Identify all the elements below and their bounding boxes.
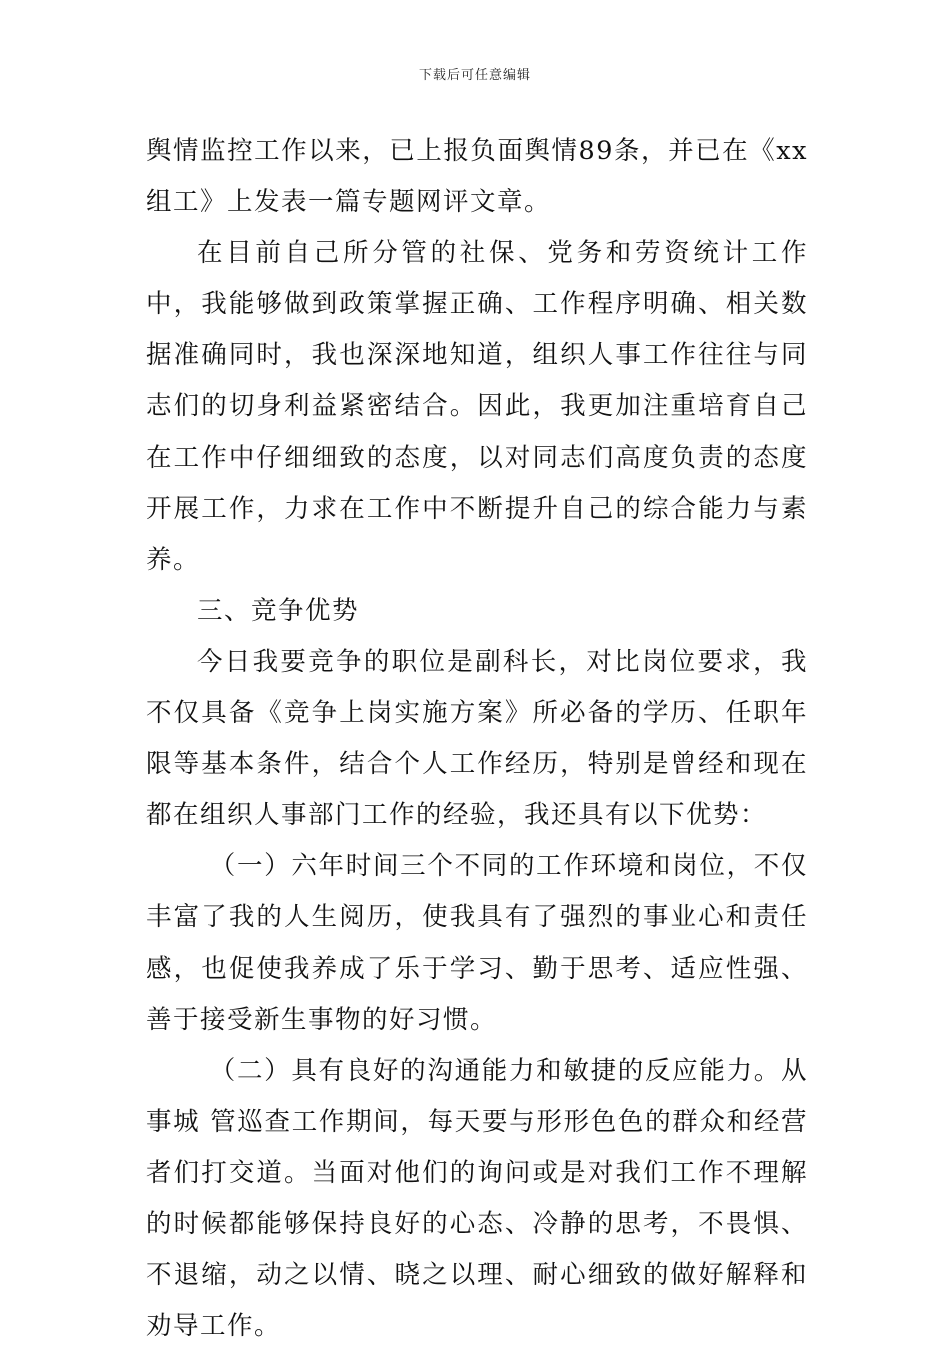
page-header: 下载后可任意编辑 — [418, 68, 531, 83]
paragraph-position-intro: 今日我要竞争的职位是副科长，对比岗位要求，我不仅具备《竞争上岗实施方案》所必备的学历、任职年限等基本条件，结合个人工作经历，特别是曾经和现在都在组织人事部门工作的经验，我还具有以下优势： — [146, 646, 808, 831]
document-body — [146, 126, 808, 1352]
section-heading-competitive-advantages: 三、竞争优势 — [197, 595, 360, 626]
paragraph-advantage-one: （一）六年时间三个不同的工作环境和岗位，不仅丰富了我的人生阅历，使我具有了强烈的事业心和责任感，也促使我养成了乐于学习、勤于思考、适应性强、善于接受新生事物的好习惯。 — [146, 851, 808, 1035]
paragraph-continuation: 舆情监控工作以来，已上报负面舆情89条，并已在《xx组工》上发表一篇专题网评文章。 — [146, 136, 808, 218]
paragraph-work-attitude: 在目前自己所分管的社保、党务和劳资统计工作中，我能够做到政策掌握正确、工作程序明确、相关数据准确同时，我也深深地知道，组织人事工作往往与同志们的切身利益紧密结合。因此，我更加注重培育自己在工作中仔细细致的态度，以对同志们高度负责的态度开展工作，力求在工作中不断提升自己的综合能力与素养。 — [146, 238, 808, 575]
paragraph-advantage-two: （二）具有良好的沟通能力和敏捷的反应能力。从事城 管巡查工作期间，每天要与形形色色的群众和经营者们打交道。当面对他们的询问或是对我们工作不理解的时候都能够保持良好的心态、冷静的思考，不畏惧、不退缩，动之以情、晓之以理、耐心细致的做好解释和劝导工作。 — [146, 1055, 808, 1342]
